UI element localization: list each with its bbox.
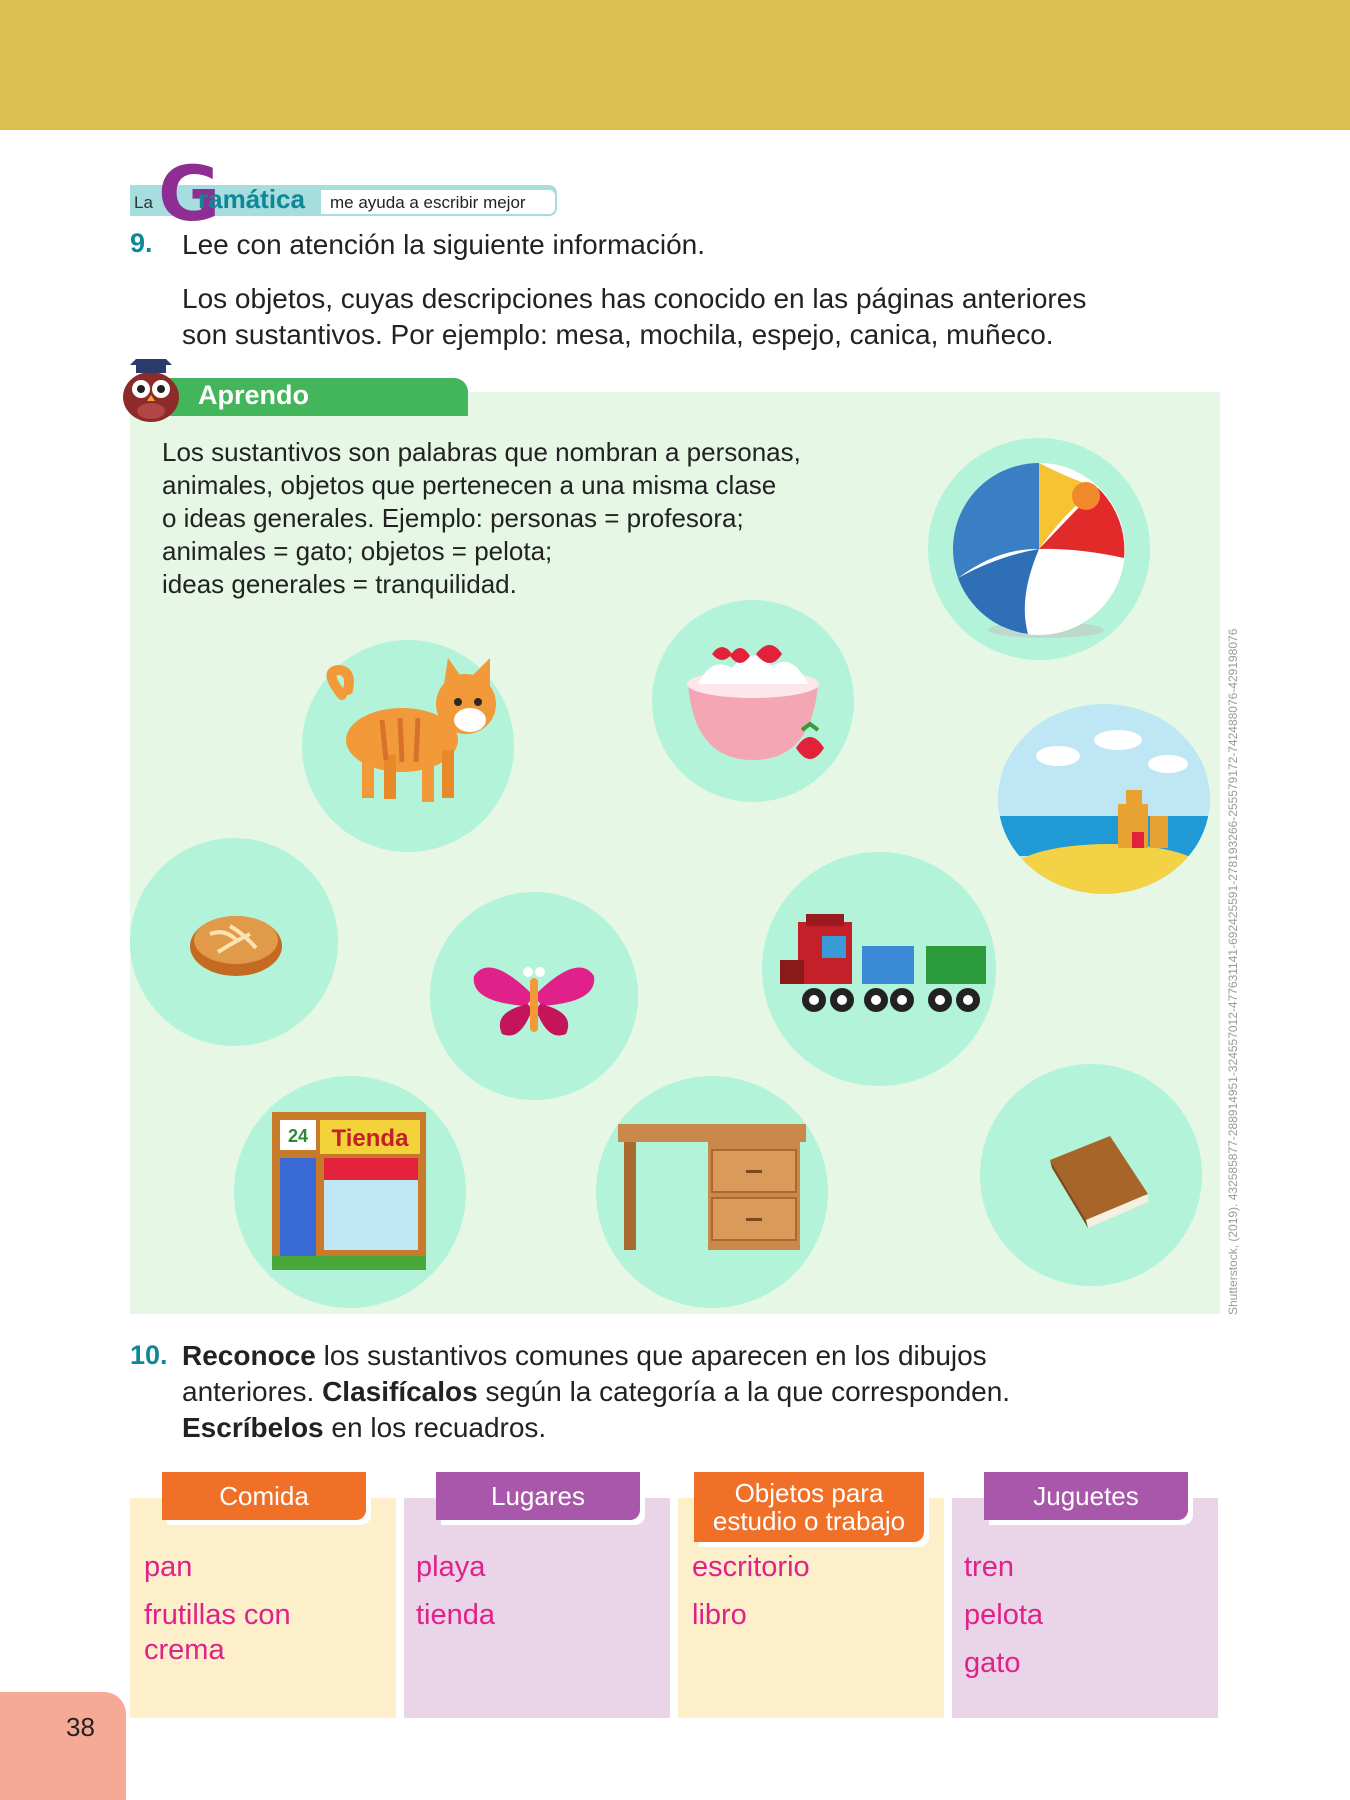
question-10-line-2: [182, 1374, 1010, 1410]
question-10-line-1-rest: los sustantivos comunes que aparecen en los dibujos: [315, 1340, 987, 1371]
question-10-verb-2: Clasifícalos: [322, 1376, 478, 1407]
answer-libro: libro: [692, 1599, 747, 1631]
question-10-line-1: [182, 1338, 987, 1374]
question-10-number: 10.: [130, 1340, 168, 1370]
bread-icon: [130, 838, 338, 1046]
answer-playa: playa: [416, 1551, 486, 1583]
page-number: 38: [66, 1712, 95, 1742]
beach-icon: [998, 704, 1210, 894]
cat-icon: [302, 640, 514, 852]
aprendo-label: Aprendo: [198, 380, 309, 410]
answer-tienda: tienda: [416, 1599, 496, 1631]
answer-pelota: pelota: [964, 1599, 1044, 1631]
gramatica-subtitle: me ayuda a escribir mejor: [330, 193, 526, 212]
aprendo-line-5: ideas generales = tranquilidad.: [162, 569, 517, 599]
answer-frutillas-line-1: frutillas con: [144, 1599, 291, 1631]
question-9-rest: con atención la siguiente información.: [228, 229, 706, 260]
store-circle: [234, 1076, 466, 1308]
category-juguetes-header: Juguetes: [984, 1472, 1188, 1520]
train-icon: [762, 852, 996, 1086]
question-9-verb: Lee: [182, 229, 229, 260]
answer-escritorio: escritorio: [692, 1551, 810, 1583]
page-number-tab: [0, 1692, 126, 1800]
question-10-verb-3: Escríbelos: [182, 1412, 324, 1443]
gramatica-big-g: G: [158, 149, 221, 238]
question-9-number: 9.: [130, 228, 153, 258]
category-lugares: [404, 1480, 670, 1718]
aprendo-definition: [162, 436, 922, 601]
top-color-band: [0, 0, 1350, 130]
ball-circle: [928, 438, 1150, 660]
book-icon: [980, 1064, 1202, 1286]
answer-pan: pan: [144, 1551, 193, 1583]
owl-mascot-icon: [116, 355, 186, 423]
desk-circle: [596, 1076, 828, 1308]
category-objetos-header: [694, 1472, 924, 1542]
desk-icon: [596, 1076, 828, 1308]
question-9-paragraph-line-1: Los objetos, cuyas descripciones has conocido en las páginas anteriores: [182, 283, 1087, 314]
answer-frutillas-line-2: crema: [144, 1634, 225, 1666]
question-9-instruction: [182, 227, 705, 263]
strawberry-cream-icon: [652, 600, 854, 802]
store-sign-label: Tienda: [331, 1125, 409, 1152]
aprendo-line-1: Los sustantivos son palabras que nombran a personas,: [162, 437, 801, 467]
butterfly-icon: [430, 892, 638, 1100]
cat-circle: [302, 640, 514, 852]
question-10-verb-1: Reconoce: [182, 1340, 316, 1371]
bread-circle: [130, 838, 338, 1046]
answer-gato: gato: [964, 1647, 1021, 1679]
category-objetos-header-line-2: estudio o trabajo: [712, 1506, 906, 1536]
category-lugares-header: Lugares: [436, 1472, 640, 1520]
answer-tren: tren: [964, 1551, 1014, 1583]
category-objetos-header-line-1: Objetos para: [734, 1478, 884, 1508]
gramatica-la: La: [134, 193, 153, 212]
ball-icon: [928, 438, 1150, 660]
strawberry-cream-circle: [652, 600, 854, 802]
aprendo-line-4: animales = gato; objetos = pelota;: [162, 536, 553, 566]
butterfly-circle: [430, 892, 638, 1100]
store-icon: [234, 1076, 466, 1308]
category-objetos: [678, 1478, 944, 1718]
book-circle: [980, 1064, 1202, 1286]
aprendo-line-3: o ideas generales. Ejemplo: personas = profesora;: [162, 503, 744, 533]
question-10-line-3: [182, 1410, 546, 1446]
question-10-line-2-rest: según la categoría a la que corresponden.: [477, 1376, 1011, 1407]
aprendo-line-2: animales, objetos que pertenecen a una misma clase: [162, 470, 777, 500]
category-comida-header: Comida: [162, 1472, 366, 1520]
question-9-paragraph-line-2: son sustantivos. Por ejemplo: mesa, mochila, espejo, canica, muñeco.: [182, 319, 1054, 350]
beach-circle: [998, 704, 1210, 894]
gramatica-word: ramática: [198, 184, 305, 214]
train-circle: [762, 852, 996, 1086]
store-hours-label: 24: [287, 1126, 309, 1146]
image-credit: Shutterstock, (2019). 432585877-288914951-324557012-477631141-692425591-278193266-255579172-742488076-429198076: [1226, 628, 1240, 1315]
question-10-line-2-pre: anteriores.: [182, 1376, 323, 1407]
question-10-line-3-rest: en los recuadros.: [323, 1412, 547, 1443]
category-comida: [130, 1480, 396, 1718]
category-juguetes: [952, 1480, 1218, 1718]
